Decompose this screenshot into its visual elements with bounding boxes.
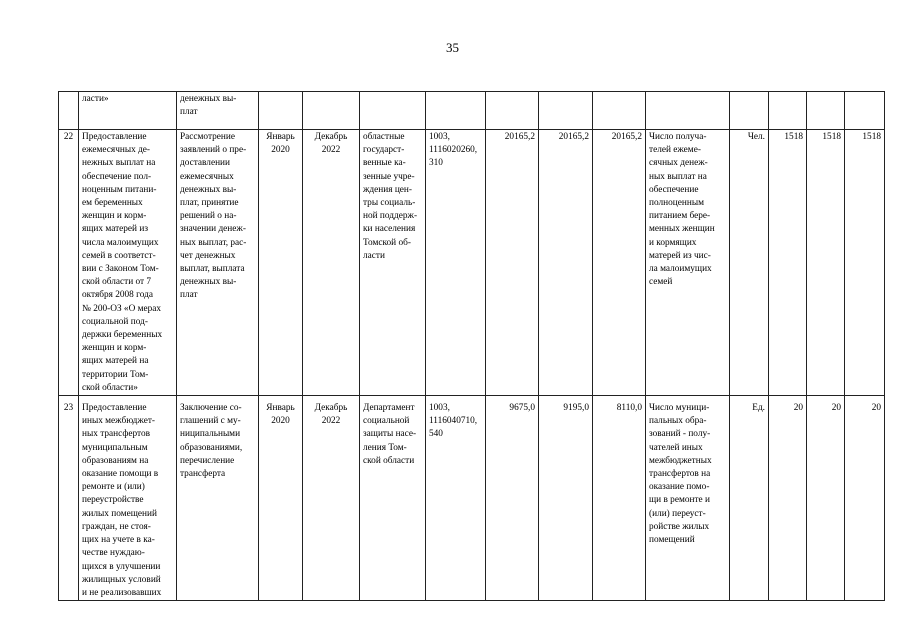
row-number-cell bbox=[59, 92, 79, 130]
program-measures-table bbox=[58, 91, 885, 601]
measure-content-cell: Рассмотрение заявлений о пре- доставлении ежемесячных денежных вы- плат, принятие решений о на- значении денеж- ных выплат, рас- чет денежных выплат, выплата денежных вы- плат bbox=[177, 130, 259, 396]
measure-name-cell: Предоставление иных межбюджет- ных трансфертов муниципальным образованиям на оказание помощи в ремонте и (или) переустройстве жилых помещений граждан, не стоя- щих на учете в ка- честве нуждаю- щихся в улучшении жилищных условий и не реализовавших bbox=[79, 396, 177, 601]
indicator-cell: Число получа- телей ежеме- сячных денеж- ных выплат на обеспечение полноценным питанием бере- менных женщин и кормящих матерей из чис- ла малоимущих семей bbox=[646, 130, 730, 396]
table-row bbox=[59, 92, 885, 130]
page-number: 35 bbox=[446, 40, 459, 55]
value-2021-cell: 1518 bbox=[807, 130, 845, 396]
value-2022-cell: 20 bbox=[845, 396, 885, 601]
unit-cell bbox=[730, 92, 769, 130]
value-2022-cell bbox=[845, 92, 885, 130]
funding-2022-cell bbox=[593, 92, 646, 130]
funding-2020-cell: 9675,0 bbox=[486, 396, 539, 601]
start-date-cell: Январь 2020 bbox=[259, 396, 303, 601]
indicator-cell bbox=[646, 92, 730, 130]
measure-content-cell: Заключение со- глашений с му- ниципальными образованиями, перечисление трансферта bbox=[177, 396, 259, 601]
budget-code-cell: 1003, 1116040710, 540 bbox=[426, 396, 486, 601]
measure-name-cell: ласти» bbox=[79, 92, 177, 130]
end-date-cell bbox=[303, 92, 360, 130]
table-row bbox=[59, 396, 885, 601]
funding-2021-cell: 20165,2 bbox=[539, 130, 593, 396]
start-date-cell: Январь 2020 bbox=[259, 130, 303, 396]
row-number-cell: 23 bbox=[59, 396, 79, 601]
unit-cell: Чел. bbox=[730, 130, 769, 396]
end-date-cell: Декабрь 2022 bbox=[303, 396, 360, 601]
value-2021-cell bbox=[807, 92, 845, 130]
value-2020-cell: 1518 bbox=[769, 130, 807, 396]
executor-cell: Департамент социальной защиты насе- ления Том- ской области bbox=[360, 396, 426, 601]
row-number-cell: 22 bbox=[59, 130, 79, 396]
indicator-cell: Число муници- пальных обра- зований - полу- чателей иных межбюджетных трансфертов на оказание помо- щи в ремонте и (или) переуст- ройстве жилых помещений bbox=[646, 396, 730, 601]
table-row bbox=[59, 130, 885, 396]
funding-2021-cell: 9195,0 bbox=[539, 396, 593, 601]
funding-2021-cell bbox=[539, 92, 593, 130]
measure-content-cell: денежных вы- плат bbox=[177, 92, 259, 130]
start-date-cell bbox=[259, 92, 303, 130]
value-2021-cell: 20 bbox=[807, 396, 845, 601]
value-2022-cell: 1518 bbox=[845, 130, 885, 396]
funding-2022-cell: 8110,0 bbox=[593, 396, 646, 601]
end-date-cell: Декабрь 2022 bbox=[303, 130, 360, 396]
executor-cell bbox=[360, 92, 426, 130]
budget-code-cell bbox=[426, 92, 486, 130]
budget-code-cell: 1003, 1116020260, 310 bbox=[426, 130, 486, 396]
funding-2020-cell: 20165,2 bbox=[486, 130, 539, 396]
measure-name-cell: Предоставление ежемесячных де- нежных выплат на обеспечение пол- ноценным питани- ем беременных женщин и корм- ящих матерей из числа малоимущих семей в соответст- вии с Законом Том- ской области от 7 октября 2008 года № 200-ОЗ «О мерах социальной под- держки беременных женщин и корм- ящих матерей на территории Том- ской области» bbox=[79, 130, 177, 396]
value-2020-cell: 20 bbox=[769, 396, 807, 601]
funding-2020-cell bbox=[486, 92, 539, 130]
funding-2022-cell: 20165,2 bbox=[593, 130, 646, 396]
value-2020-cell bbox=[769, 92, 807, 130]
unit-cell: Ед. bbox=[730, 396, 769, 601]
executor-cell: областные государст- венные ка- зенные учре- ждения цен- тры социаль- ной поддерж- ки населения Томской об- ласти bbox=[360, 130, 426, 396]
